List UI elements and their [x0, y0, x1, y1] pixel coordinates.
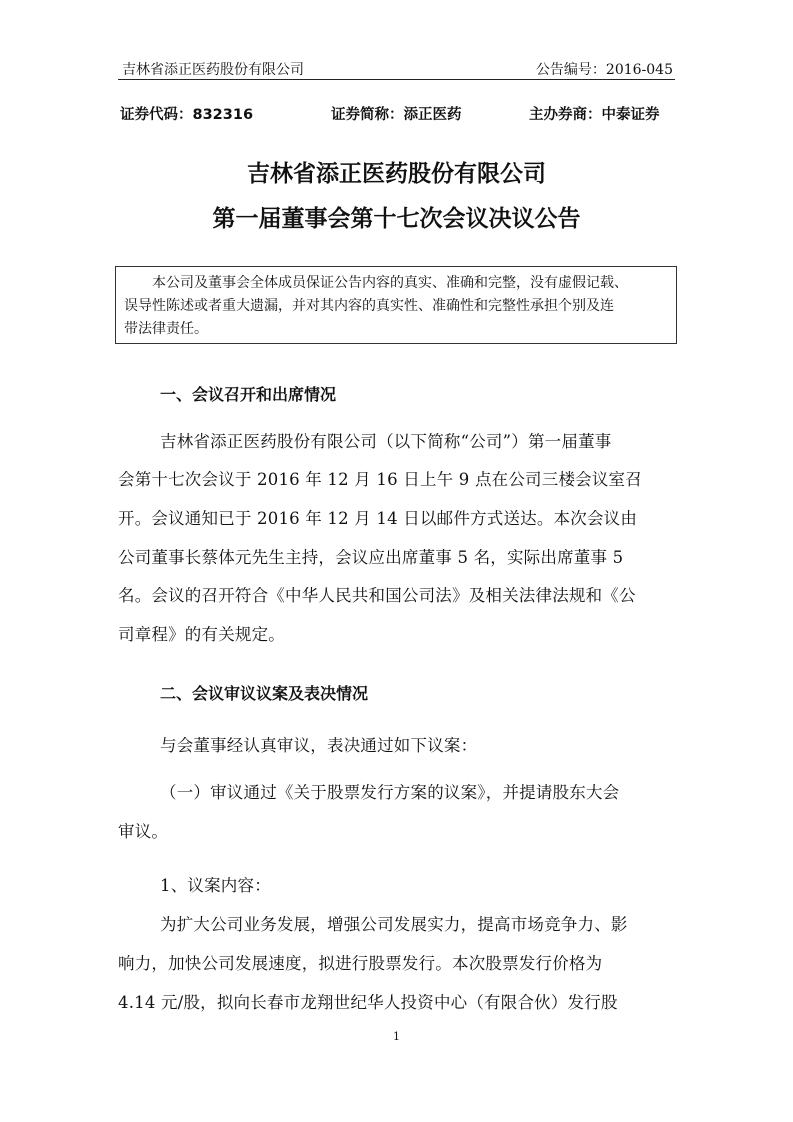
securities-short-name: 证券简称：添正医药 [331, 107, 462, 123]
document-title-line1: 吉林省添正医药股份有限公司 [247, 161, 546, 187]
section1-line: 吉林省添正医药股份有限公司（以下简称“公司”）第一届董事 [160, 432, 612, 451]
header-company: 吉林省添正医药股份有限公司 [122, 62, 304, 78]
section1-line: 公司董事长蔡体元先生主持，会议应出席董事 5 名，实际出席董事 5 [118, 548, 624, 567]
securities-code: 证券代码：832316 [120, 107, 254, 123]
motion1-content-line: 4.14 元/股，拟向长春市龙翔世纪华人投资中心（有限合伙）发行股 [118, 993, 618, 1012]
document-title-line2: 第一届董事会第十七次会议决议公告 [212, 206, 581, 232]
motion1-line: 审议。 [118, 822, 169, 841]
disclaimer-line: 本公司及董事会全体成员保证公告内容的真实、准确和完整，没有虚假记载、 [152, 275, 628, 291]
disclaimer-box [115, 266, 677, 344]
motion1-line: （一）审议通过《关于股票发行方案的议案》，并提请股东大会 [160, 783, 620, 802]
section1-line: 名。会议的召开符合《中华人民共和国公司法》及相关法律法规和《公 [118, 586, 636, 605]
section1-heading: 一、会议召开和出席情况 [160, 385, 337, 404]
section1-line: 会第十七次会议于 2016 年 12 月 16 日上午 9 点在公司三楼会议室召 [118, 470, 642, 489]
page-number: 1 [393, 1030, 400, 1043]
motion1-content-line: 为扩大公司业务发展，增强公司发展实力，提高市场竞争力、影 [160, 915, 628, 934]
section1-line: 开。会议通知已于 2016 年 12 月 14 日以邮件方式送达。本次会议由 [118, 509, 638, 528]
section1-line: 司章程》的有关规定。 [118, 625, 285, 644]
header-notice-number: 公告编号：2016-045 [535, 62, 673, 78]
disclaimer-line: 带法律责任。 [124, 321, 208, 337]
disclaimer-line: 误导性陈述或者重大遗漏，并对其内容的真实性、准确性和完整性承担个别及连 [124, 298, 614, 314]
section2-heading: 二、会议审议议案及表决情况 [160, 684, 369, 703]
page-header [118, 57, 675, 80]
securities-broker: 主办券商：中泰证券 [529, 107, 660, 123]
motion1-content-line: 响力，加快公司发展速度，拟进行股票发行。本次股票发行价格为 [118, 954, 603, 973]
motion1-sub-heading: 1、议案内容： [160, 876, 271, 895]
section2-intro: 与会董事经认真审议，表决通过如下议案： [160, 736, 478, 755]
